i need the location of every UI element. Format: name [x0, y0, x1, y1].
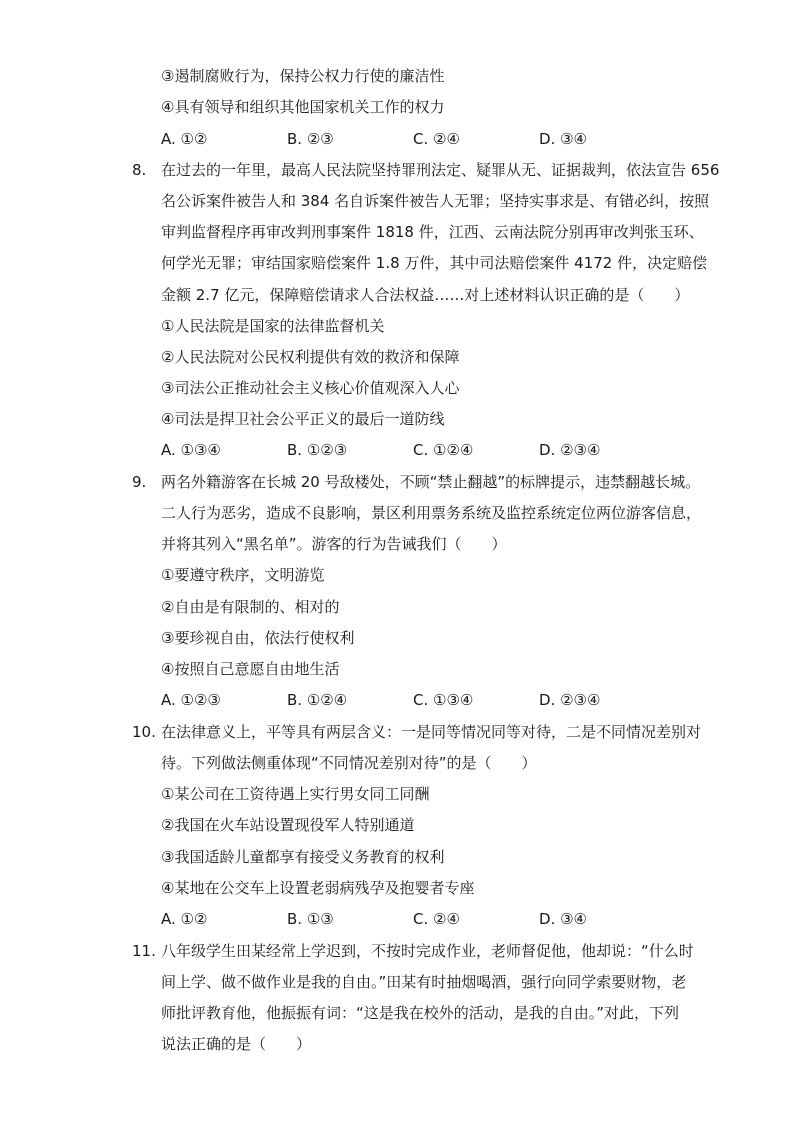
q8-statement-4: ④司法是捍卫社会公平正义的最后一道防线 [161, 410, 445, 428]
q10-statement-1: ①某公司在工资待遇上实行男女同工同酬 [161, 785, 430, 803]
q8-stem-line: 审判监督程序再审改判刑事案件 1818 件，江西、云南法院分别再审改判张玉环、 [161, 223, 704, 241]
q10-option-c[interactable]: C. ②④ [413, 910, 460, 928]
q9-stem-line: 二人行为恶劣，造成不良影响，景区利用票务系统及监控系统定位两位游客信息， [161, 504, 702, 522]
q11-number: 11. [132, 942, 156, 960]
q8-statement-1: ①人民法院是国家的法律监督机关 [161, 317, 385, 335]
q9-statement-4: ④按照自己意愿自由地生活 [161, 660, 340, 678]
q9-option-b[interactable]: B. ①②④ [287, 691, 348, 709]
q7-option-d[interactable]: D. ③④ [539, 130, 587, 148]
q10-stem-line: 待。下列做法侧重体现“不同情况差别对待”的是（ ） [161, 754, 537, 772]
q10-stem-line: 在法律意义上，平等具有两层含义：一是同等情况同等对待，二是不同情况差别对 [161, 723, 702, 741]
q8-stem-line: 在过去的一年里，最高人民法院坚持罪刑法定、疑罪从无、证据裁判，依法宣告 656 [161, 161, 720, 179]
q9-option-c[interactable]: C. ①③④ [413, 691, 474, 709]
q9-option-a[interactable]: A. ①②③ [161, 691, 221, 709]
q8-option-b[interactable]: B. ①②③ [287, 441, 348, 459]
q8-options [161, 440, 641, 460]
q8-option-c[interactable]: C. ①②④ [413, 441, 474, 459]
q10-number: 10. [132, 723, 156, 741]
q10-statement-3: ③我国适龄儿童都享有接受义务教育的权利 [161, 848, 445, 866]
q9-options [161, 690, 641, 710]
q7-option-c[interactable]: C. ②④ [413, 130, 460, 148]
q11-stem-line: 师批评教育他，他振振有词：“这是我在校外的活动，是我的自由。”对此，下列 [161, 1004, 680, 1022]
q8-number: 8. [132, 161, 147, 179]
q8-option-d[interactable]: D. ②③④ [539, 441, 601, 459]
q9-statement-2: ②自由是有限制的、相对的 [161, 598, 340, 616]
q8-option-a[interactable]: A. ①③④ [161, 441, 221, 459]
q9-stem-line: 两名外籍游客在长城 20 号敌楼处，不顾“禁止翻越”的标牌提示，违禁翻越长城。 [161, 473, 701, 491]
q8-stem-line: 名公诉案件被告人和 384 名自诉案件被告人无罪；坚持实事求是、有错必纠，按照 [161, 192, 710, 210]
q11-stem-line: 八年级学生田某经常上学迟到，不按时完成作业，老师督促他，他却说：“什么时 [161, 942, 694, 960]
q10-statement-4: ④某地在公交车上设置老弱病残孕及抱婴者专座 [161, 879, 475, 897]
q10-option-b[interactable]: B. ①③ [287, 910, 334, 928]
q7-statement-4: ④具有领导和组织其他国家机关工作的权力 [161, 98, 445, 116]
q7-option-a[interactable]: A. ①② [161, 130, 208, 148]
q9-option-d[interactable]: D. ②③④ [539, 691, 601, 709]
q11-stem-line: 间上学、做不做作业是我的自由。”田某有时抽烟喝酒，强行向同学索要财物，老 [161, 973, 687, 991]
q8-statement-2: ②人民法院对公民权利提供有效的救济和保障 [161, 348, 460, 366]
q9-statement-1: ①要遵守秩序，文明游览 [161, 566, 325, 584]
q9-statement-3: ③要珍视自由，依法行使权利 [161, 629, 355, 647]
q7-statement-3: ③遏制腐败行为，保持公权力行使的廉洁性 [161, 67, 445, 85]
q9-number: 9. [132, 473, 147, 491]
q8-stem-line: 金额 2.7 亿元，保障赔偿请求人合法权益……对上述材料认识正确的是（ ） [161, 286, 690, 304]
q8-stem-line: 何学光无罪；审结国家赔偿案件 1.8 万件，其中司法赔偿案件 4172 件，决定赔偿 [161, 254, 708, 272]
q7-option-b[interactable]: B. ②③ [287, 130, 334, 148]
q10-option-a[interactable]: A. ①② [161, 910, 208, 928]
q10-option-d[interactable]: D. ③④ [539, 910, 587, 928]
q10-options [161, 909, 641, 929]
q8-statement-3: ③司法公正推动社会主义核心价值观深入人心 [161, 379, 460, 397]
q9-stem-line: 并将其列入“黑名单”。游客的行为告诫我们（ ） [161, 535, 507, 553]
q10-statement-2: ②我国在火车站设置现役军人特别通道 [161, 816, 415, 834]
q11-stem-line: 说法正确的是（ ） [161, 1035, 312, 1053]
q7-options [161, 129, 641, 149]
